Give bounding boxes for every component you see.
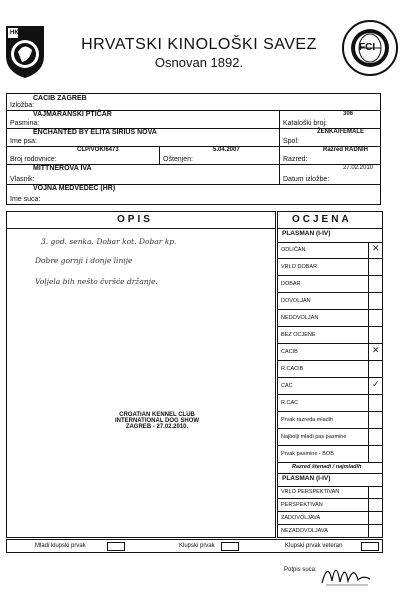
breed-row [7,110,380,129]
pedigree-label: Broj rodovnice: [10,156,57,163]
born-label: Oštenjen: [163,156,193,163]
breed-value: VAJMARANSKI PTIČAR [33,111,112,118]
show-value: CACIB ZAGREB [33,95,87,102]
x-mark-icon: ✕ [372,243,380,253]
opis-line-1: 3. god. senka. Dobar kot. Dobar kp. [41,237,177,246]
puppy-grade-checkbox[interactable] [368,486,383,499]
young-club-checkbox[interactable] [107,542,125,551]
pedigree-value: CLP/VOK/6473 [77,147,119,153]
puppy-grade-row: NEZADOVOLJAVA [281,528,328,534]
opis-title: OPIS [117,214,153,225]
dogname-label: Ime psa: [10,138,37,145]
sex-value: ŽENKA/FEMALE [317,129,364,135]
grade-checkbox[interactable] [368,412,383,429]
fci-logo-letters: FCI [359,42,376,53]
grade-row: DOBAR [278,276,368,293]
judge-value: VOJNA MEDVEDEC (HR) [33,185,116,192]
grade-row: Prvak pasmine - BOB [278,446,368,463]
plasman2-title: PLASMAN (I-IV) [282,475,331,482]
puppies-header-label: Razred štenadi / najmladih [292,464,362,470]
info-block [6,93,381,205]
opis-line-2: Dobre gornji i donje linije [35,256,133,265]
grade-list [278,242,382,466]
judge-signature [318,555,378,589]
date-value: 27.02.2010 [343,165,374,171]
puppy-grade-row: VRLO PERSPEKTIVAN [278,486,368,499]
grade-checkbox[interactable] [368,293,383,310]
born-value: 5.04.2007 [213,147,240,153]
grade-row: R.CAC [278,395,368,412]
grade-checkbox[interactable] [368,361,383,378]
grade-row: NEDOVOLJAN [278,310,368,327]
judge-label: Ime suca: [10,196,41,203]
stamp-line-1: CROATIAN KENNEL CLUB [119,412,195,418]
grade-checkbox[interactable] [368,310,383,327]
class-value: Razred RADNIH [323,147,369,153]
breed-label: Pasmina: [10,120,40,127]
grade-row: CACIB [278,344,368,361]
grade-row: BEZ OCJENE [278,327,368,344]
grade-checkbox[interactable] [368,259,383,276]
founded-text: Osnovan 1892. [154,55,244,70]
opis-section [6,211,276,538]
show-label: Izložba: [10,102,35,109]
grade-row: Prvak razreda mladih [278,412,368,429]
grade-row: VRLO DOBAR [278,259,368,276]
org-title: HRVATSKI KINOLOŠKI SAVEZ [81,36,317,53]
fci-logo [342,14,398,82]
grade-checkbox[interactable] [368,344,383,361]
club-label: Klupski prvak [179,543,215,549]
hks-logo [2,22,48,80]
puppy-grade-row: ZADOVOLJAVA [278,512,368,525]
plasman-header [278,228,382,243]
young-club-label: Mladi klupski prvak [35,543,86,549]
class-label: Razred: [283,156,308,163]
pedigree-row [7,146,380,165]
club-champion-row [6,539,383,553]
grade-checkbox[interactable] [368,378,383,395]
catalog-value: 306 [343,111,354,117]
grade-row: Najbolji mladi pas pasmine [278,429,368,446]
grade-row: R.CACIB [278,361,368,378]
stamp-line-2: INTERNATIONAL DOG SHOW [114,418,200,424]
puppy-grade-checkbox[interactable] [368,525,383,538]
puppy-grade-checkbox[interactable] [368,512,383,525]
grade-checkbox[interactable] [368,429,383,446]
veteran-club-checkbox[interactable] [361,542,379,551]
ocjena-title: OCJENA [292,214,352,225]
grade-checkbox[interactable] [368,327,383,344]
veteran-club-label: Klupski prvak veteran [285,543,343,549]
hks-logo-text: HKS [10,30,23,36]
owner-label: Vlasnik: [10,176,35,183]
grade-checkbox[interactable] [368,242,383,259]
show-stamp [97,412,217,430]
x-mark-icon: ✕ [372,345,380,355]
judge-row [7,184,380,204]
plasman-title: PLASMAN (I-IV) [282,230,331,237]
show-row [7,94,380,111]
dogname-row [7,128,380,147]
sex-label: Spol: [283,138,299,145]
ocjena-section [277,211,383,538]
check-mark-icon: ✓ [372,379,380,389]
grade-row: DOVOLJAN [278,293,368,310]
opis-line-3: Voljela bih nešto čvršće držanje. [35,277,158,286]
signature-label: Potpis suca: [284,567,317,573]
plasman2-header [278,473,382,487]
date-label: Datum izložbe: [283,176,330,183]
grade-row: ODLIČAN [278,242,368,259]
dogname-value: ENCHANTED BY ELITA SIRIUS NOVA [33,129,157,136]
club-checkbox[interactable] [221,542,239,551]
stamp-line-3: ZAGREB - 27.02.2010. [125,424,189,430]
puppy-grade-row: PERSPEKTIVAN [278,499,368,512]
opis-header [7,212,275,229]
grade-checkbox[interactable] [368,446,383,463]
catalog-label: Kataloški broj: [283,120,327,127]
owner-row [7,164,380,185]
grade-checkbox[interactable] [368,395,383,412]
grade-row: CAC [278,378,368,395]
owner-value: MITTNEROVA IVA [33,165,92,172]
ocjena-header [278,212,382,229]
grade-checkbox[interactable] [368,276,383,293]
puppy-grade-checkbox[interactable] [368,499,383,512]
